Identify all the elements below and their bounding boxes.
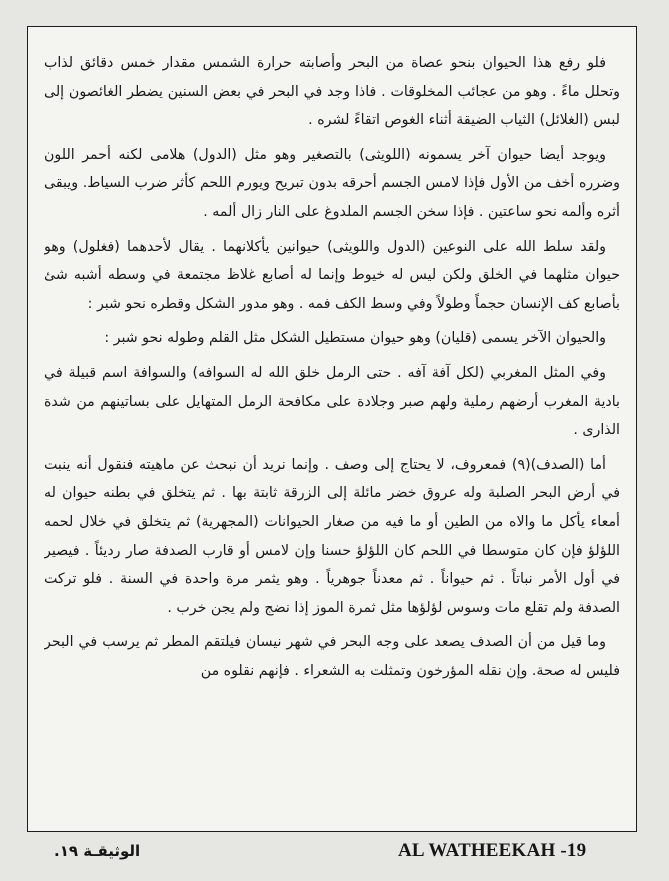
arabic-text-body <box>44 49 620 817</box>
footer-journal-english: AL WATHEEKAH -19 <box>398 840 587 861</box>
paragraph-6: أما (الصدف)(٩) فمعروف، لا يحتاج إلى وصف . وإنما نريد أن نبحث عن ماهيته فنقول أنه ينبت في أرض البحر الصلبة وله عروق خضر مائلة إلى الزرقة ثابتة بها . ثم يتخلق في بطنه حيوان له أمعاء يأكل ما والاه من الطين أو ما فيه من صغار الحيوانات (المجهرية) ثم يتخلق في خلال لحمه اللؤلؤ فإن كان متوسطا في اللحم كان اللؤلؤ حسنا وإن لامس أو قارب الصدفة صار رديئاً . فيصير في أول الأمر نباتاً . ثم حيواناً . ثم معدناً جوهرياً . وهو يثمر مرة واحدة في السنة . فلو تركت الصدفة ولم تقلع مات وسوس لؤلؤها مثل ثمرة الموز إذا نضج ولم يجن خرب . <box>44 456 620 616</box>
paragraph-4: والحيوان الآخر يسمى (قليان) وهو حيوان مستطيل الشكل مثل القلم وطوله نحو شبر : <box>104 330 606 347</box>
paragraph-2: ويوجد أيضا حيوان آخر يسمونه (اللويثى) بالتصغير وهو مثل (الدول) هلامى لكنه أحمر اللون وضرره أخف من الأول فإذا لامس الجسم أحرقه بدون تبريح ويورم اللحم كأثر ضرب السياط. ويبقى أثره وألمه نحو ساعتين . فإذا سخن الجسم الملدوغ على النار زال ألمه . <box>44 146 620 220</box>
paragraph-3: ولقد سلط الله على النوعين (الدول واللويثى) حيوانين يأكلانهما . يقال لأحدهما (فغلول) وهو حيوان مثلهما في الخلق ولكن ليس له خيوط وإنما له أصابع غلاظ مجتمعة في وسطه أشبه شئ بأصابع كف الإنسان حجماً وطولاً وفي وسط الكف فمه . وهو مدور الشكل وقطره نحو شبر : <box>44 238 620 312</box>
footer-journal-arabic: الوثيقـة ١٩. <box>54 842 141 860</box>
paragraph-1: فلو رفع هذا الحيوان بنحو عصاة من البحر وأصابته حرارة الشمس مقدار خمس دقائق لذاب وتحلل ماءً . وهو من عجائب المخلوقات . فاذا وجد في البحر في بعض السنين يضطر الغائصون إلى لبس (الغلائل) الثياب الضيقة أثناء الغوص اتقاءً لشره . <box>44 55 620 129</box>
paragraph-5: وفي المثل المغربي (لكل آفة آفه . حتى الرمل خلق الله له السوافه) والسوافة اسم قبيلة في بادية المغرب أرضهم رملية ولهم صبر وجلادة على مكافحة الرمل المتهايل على بساتينهم من شدة الذارى . <box>44 364 620 439</box>
page-border-frame <box>27 26 637 832</box>
paragraph-7: وما قيل من أن الصدف يصعد على وجه البحر في شهر نيسان فيلتقم المطر ثم يرسب في البحر فليس له صحة. وإن نقله المؤرخون وتمثلت به الشعراء . فإنهم نقلوه من <box>44 634 620 679</box>
